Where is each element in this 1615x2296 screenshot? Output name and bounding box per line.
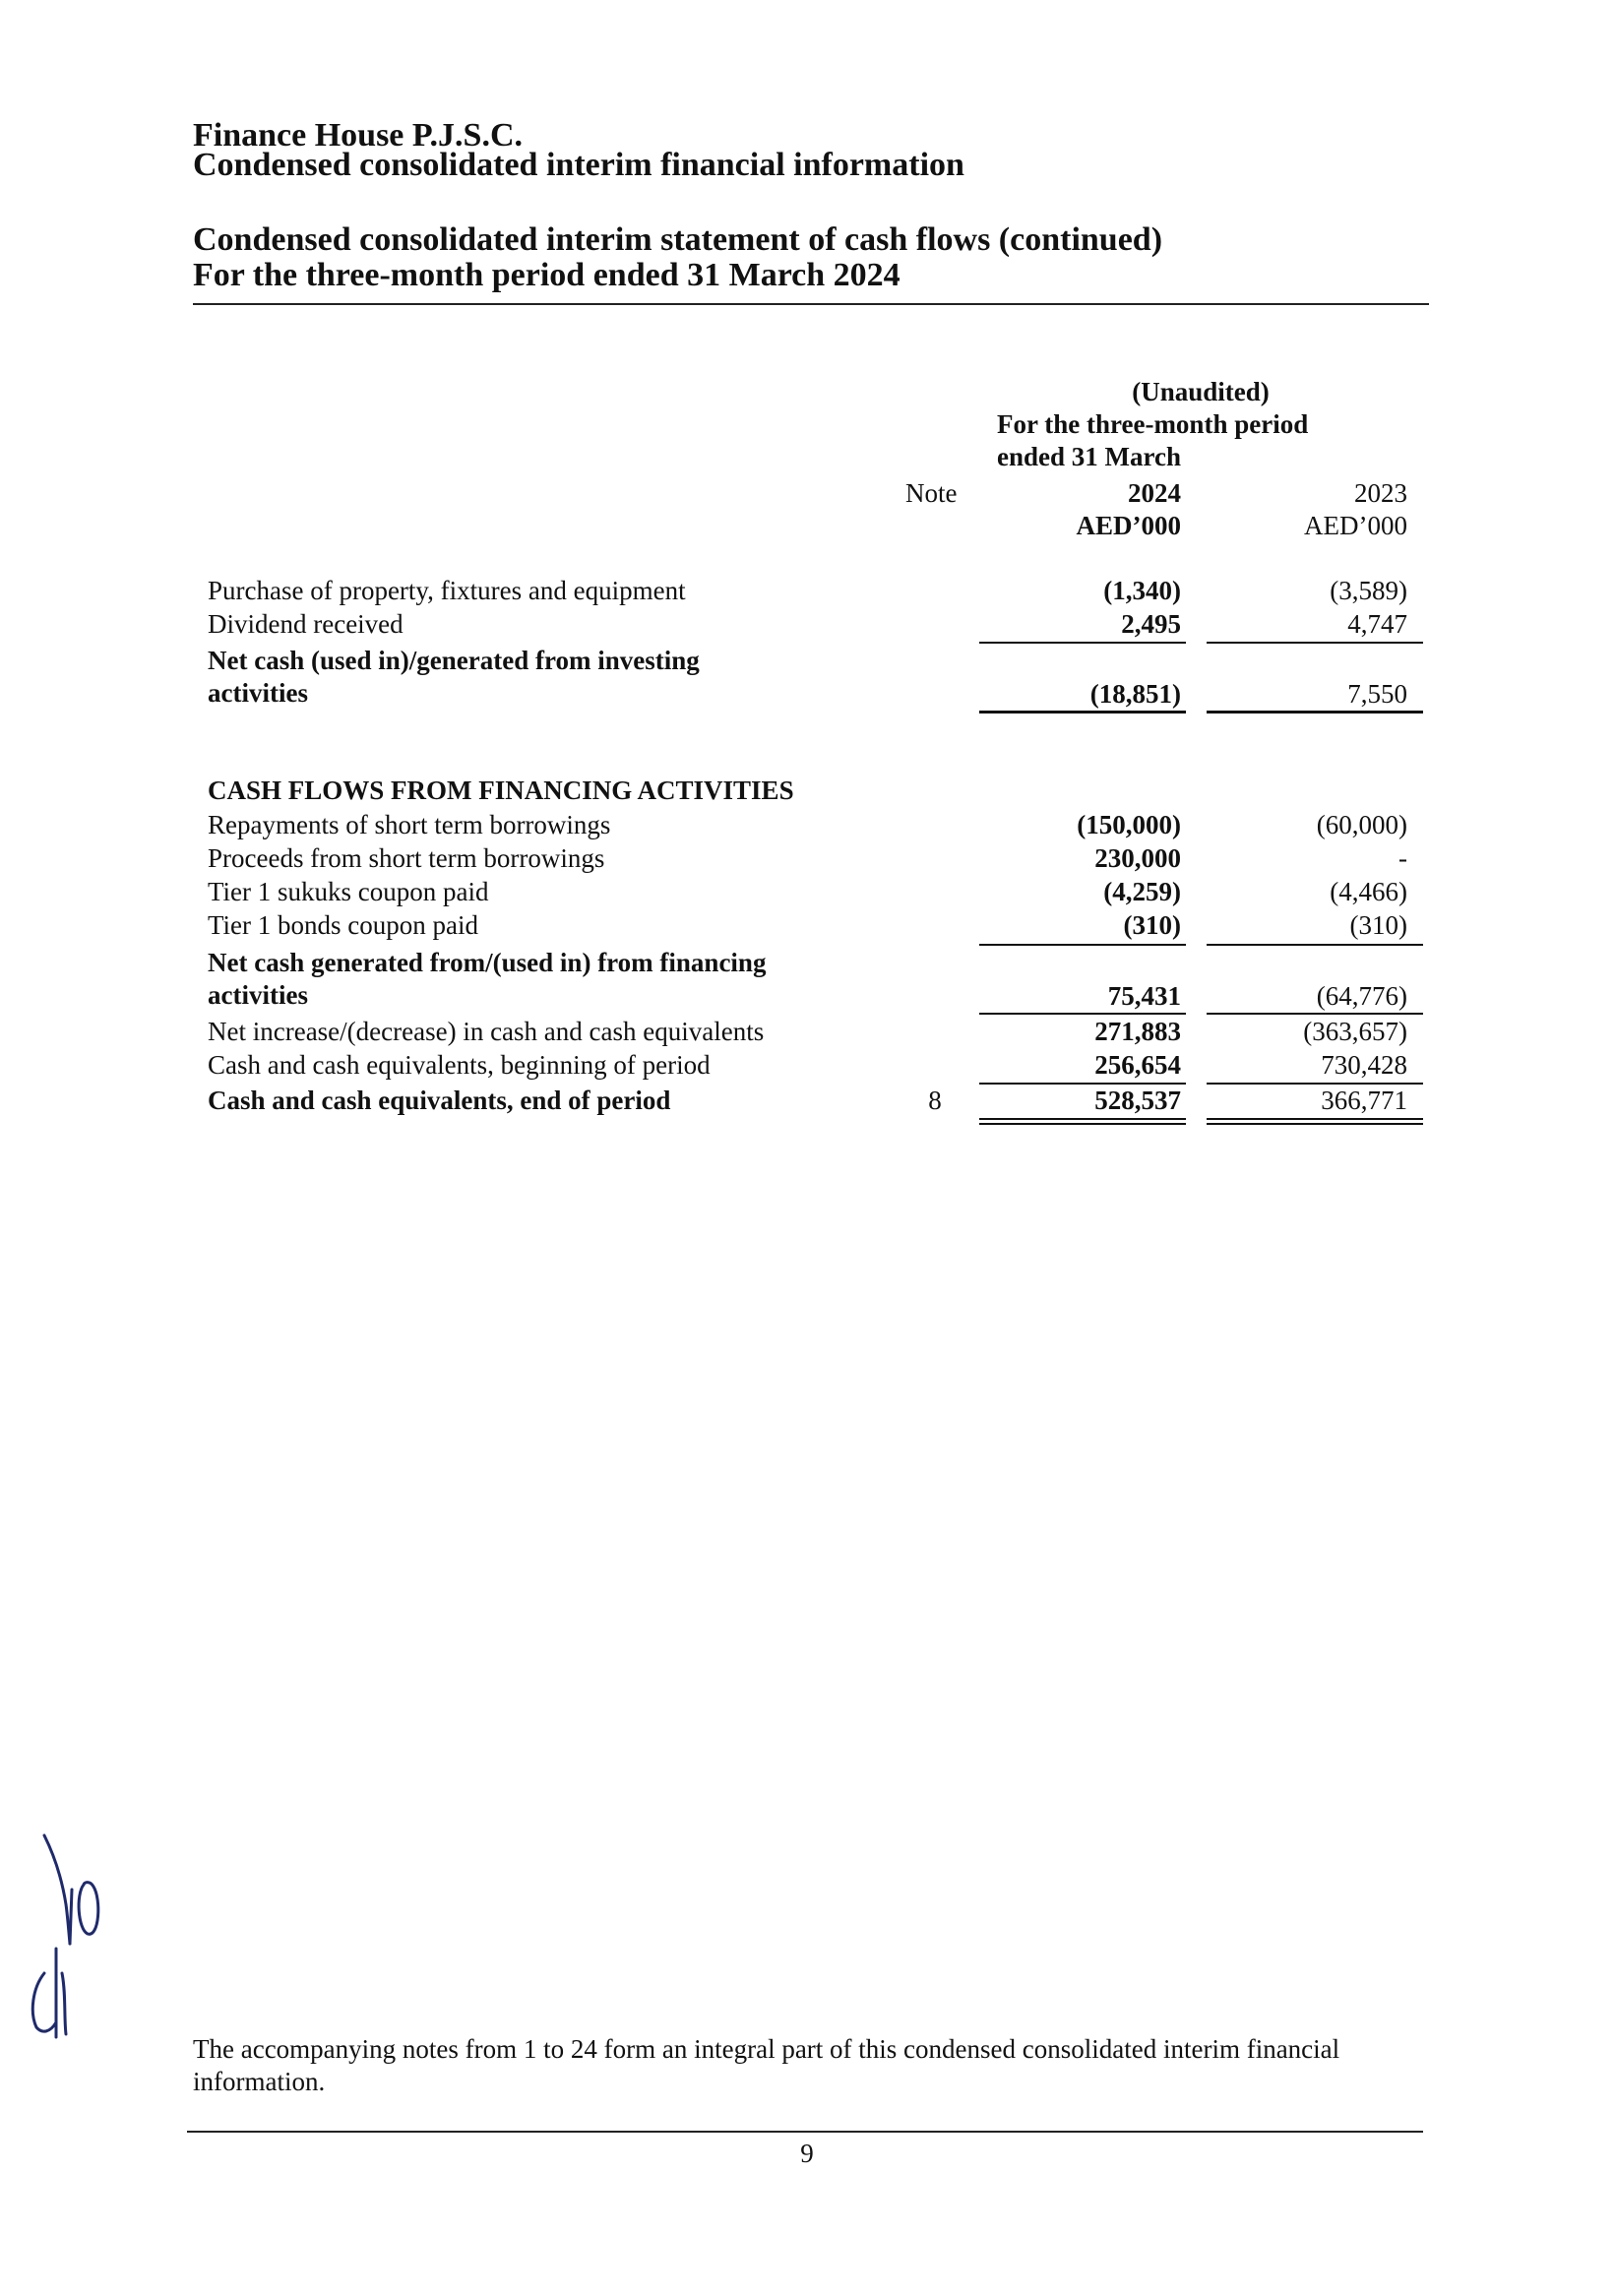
subtotal-rule bbox=[1207, 642, 1423, 644]
period-label-line2: ended 31 March bbox=[997, 442, 1181, 471]
financing-row-prior: (310) bbox=[1349, 910, 1407, 940]
total-rule bbox=[979, 711, 1186, 714]
financing-row-label: Repayments of short term borrowings bbox=[208, 810, 611, 839]
financing-row-prior: - bbox=[1398, 843, 1407, 873]
financing-row-current: (310) bbox=[1123, 910, 1181, 940]
company-name: Finance House P.J.S.C. bbox=[193, 117, 524, 154]
document-subtitle: Condensed consolidated interim financial information bbox=[193, 147, 964, 183]
period-label-line1: For the three-month period bbox=[997, 409, 1309, 439]
statement-title: Condensed consolidated interim statement of cash flows (continued) bbox=[193, 221, 1163, 258]
investing-row-label: Purchase of property, fixtures and equipment bbox=[208, 576, 686, 605]
header-divider bbox=[193, 303, 1429, 305]
investing-row-current: 2,495 bbox=[1121, 609, 1181, 639]
investing-row-prior: (3,589) bbox=[1330, 576, 1407, 605]
investing-row-prior: 4,747 bbox=[1347, 609, 1407, 639]
total-rule bbox=[1207, 711, 1423, 714]
subtotal-rule bbox=[1207, 944, 1423, 946]
period-title: For the three-month period ended 31 March 2024 bbox=[193, 257, 901, 293]
financing-row-current: (150,000) bbox=[1077, 810, 1181, 839]
handwritten-initials bbox=[15, 1826, 133, 2052]
financing-section-heading: CASH FLOWS FROM FINANCING ACTIVITIES bbox=[208, 776, 794, 805]
financing-row-label: Tier 1 bonds coupon paid bbox=[208, 910, 478, 940]
closing-cash-prior: 366,771 bbox=[1321, 1086, 1407, 1115]
summary-row-prior: 730,428 bbox=[1321, 1050, 1407, 1080]
note-column-header: Note bbox=[905, 478, 958, 508]
financing-row-label: Proceeds from short term borrowings bbox=[208, 843, 605, 873]
page-number: 9 bbox=[800, 2139, 814, 2168]
financing-total-prior: (64,776) bbox=[1316, 981, 1407, 1011]
financing-row-prior: (4,466) bbox=[1330, 877, 1407, 906]
summary-row-label: Cash and cash equivalents, beginning of period bbox=[208, 1050, 711, 1080]
financing-total-current: 75,431 bbox=[1107, 981, 1181, 1011]
summary-row-current: 271,883 bbox=[1094, 1017, 1181, 1046]
investing-total-prior: 7,550 bbox=[1347, 679, 1407, 709]
unit-current-header: AED’000 bbox=[1076, 511, 1181, 540]
unaudited-label: (Unaudited) bbox=[1132, 377, 1270, 406]
total-rule bbox=[1207, 1013, 1423, 1015]
year-prior-header: 2023 bbox=[1354, 478, 1407, 508]
investing-row-label: Dividend received bbox=[208, 609, 404, 639]
investing-row-current: (1,340) bbox=[1103, 576, 1181, 605]
financing-total-label: Net cash generated from/(used in) from financing bbox=[208, 948, 767, 977]
total-rule bbox=[979, 1013, 1186, 1015]
summary-row-current: 256,654 bbox=[1094, 1050, 1181, 1080]
closing-cash-label: Cash and cash equivalents, end of period bbox=[208, 1086, 671, 1115]
financing-row-prior: (60,000) bbox=[1316, 810, 1407, 839]
investing-total-label: Net cash (used in)/generated from investing bbox=[208, 646, 700, 675]
closing-cash-note-ref: 8 bbox=[928, 1086, 942, 1115]
subtotal-rule bbox=[979, 642, 1186, 644]
double-total-rule bbox=[979, 1118, 1186, 1125]
unit-prior-header: AED’000 bbox=[1304, 511, 1407, 540]
financing-row-current: 230,000 bbox=[1094, 843, 1181, 873]
financing-row-label: Tier 1 sukuks coupon paid bbox=[208, 877, 489, 906]
financing-total-label-cont: activities bbox=[208, 980, 308, 1010]
year-current-header: 2024 bbox=[1128, 478, 1181, 508]
footer-divider bbox=[187, 2131, 1423, 2133]
closing-cash-current: 528,537 bbox=[1094, 1086, 1181, 1115]
financing-row-current: (4,259) bbox=[1103, 877, 1181, 906]
investing-total-current: (18,851) bbox=[1089, 679, 1181, 709]
investing-total-label-cont: activities bbox=[208, 678, 308, 708]
subtotal-rule bbox=[979, 944, 1186, 946]
footer-note: The accompanying notes from 1 to 24 form an integral part of this condensed consolidated interim financial information. bbox=[193, 2034, 1340, 2096]
double-total-rule bbox=[1207, 1118, 1423, 1125]
summary-row-prior: (363,657) bbox=[1303, 1017, 1407, 1046]
summary-row-label: Net increase/(decrease) in cash and cash equivalents bbox=[208, 1017, 765, 1046]
